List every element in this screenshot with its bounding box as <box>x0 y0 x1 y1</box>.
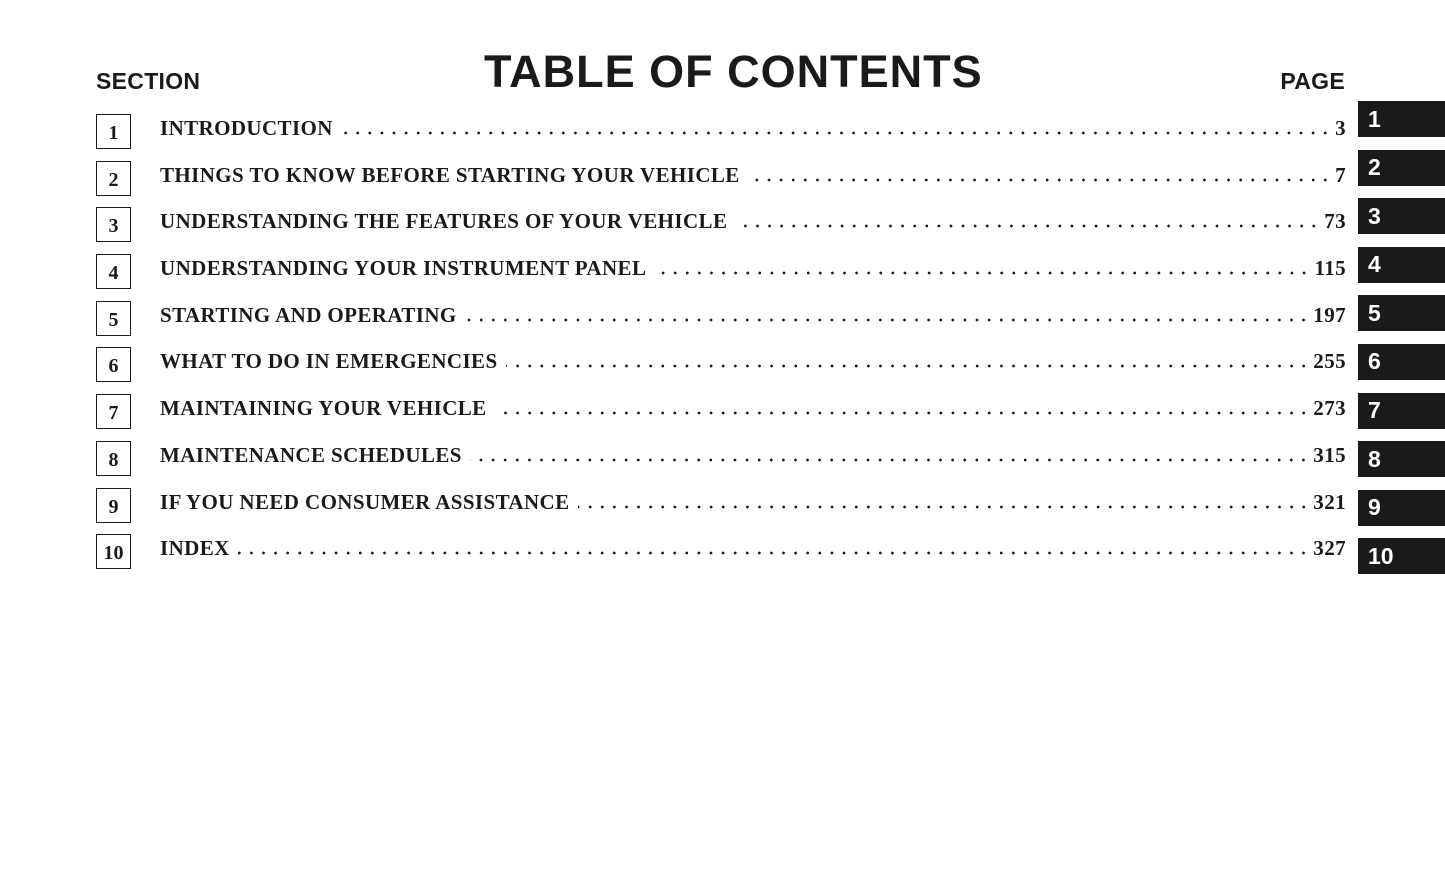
toc-entry-title[interactable]: THINGS TO KNOW BEFORE STARTING YOUR VEHICLE <box>160 162 740 187</box>
toc-entry-text[interactable] <box>160 209 1346 234</box>
section-number-box: 8 <box>96 441 131 476</box>
toc-entry-title[interactable]: UNDERSTANDING YOUR INSTRUMENT PANEL <box>160 256 647 281</box>
toc-entry-starting-operating[interactable] <box>96 300 1346 347</box>
section-thumb-tabs <box>1358 101 1445 587</box>
toc-entry-title[interactable]: INDEX <box>160 536 230 561</box>
toc-entry-title[interactable]: INTRODUCTION <box>160 116 333 140</box>
toc-entry-title[interactable]: MAINTAINING YOUR VEHICLE <box>160 396 487 421</box>
toc-entry-text[interactable] <box>160 443 1346 468</box>
section-number-box: 7 <box>96 394 131 429</box>
toc-entry-page[interactable]: 3 <box>1335 116 1346 140</box>
toc-entry-instrument-panel[interactable] <box>96 253 1346 300</box>
dot-leader <box>495 411 1310 415</box>
section-tab-3[interactable]: 3 <box>1358 198 1445 234</box>
toc-entry-text[interactable] <box>160 349 1346 374</box>
section-tab-9[interactable]: 9 <box>1358 490 1445 526</box>
section-tab-2[interactable]: 2 <box>1358 150 1445 186</box>
section-tab-7[interactable]: 7 <box>1358 393 1445 429</box>
toc-entry-things-to-know[interactable] <box>96 160 1346 207</box>
section-number-box: 2 <box>96 161 131 196</box>
table-of-contents <box>96 113 1346 580</box>
section-tab-5[interactable]: 5 <box>1358 295 1445 331</box>
section-number-box: 4 <box>96 254 131 289</box>
section-tab-10[interactable]: 10 <box>1358 538 1445 574</box>
section-number-box: 9 <box>96 488 131 523</box>
toc-entry-text[interactable] <box>160 163 1346 188</box>
section-column-label: SECTION <box>96 68 201 94</box>
dot-leader <box>748 178 1331 182</box>
dot-leader <box>470 458 1309 462</box>
dot-leader <box>238 551 1310 555</box>
toc-entry-text[interactable] <box>160 396 1346 421</box>
dot-leader <box>465 318 1310 322</box>
page-column-label: PAGE <box>1280 68 1345 94</box>
dot-leader <box>341 131 1331 135</box>
dot-leader <box>578 505 1310 509</box>
dot-leader <box>735 224 1320 228</box>
section-tab-4[interactable]: 4 <box>1358 247 1445 283</box>
toc-entry-title[interactable]: WHAT TO DO IN EMERGENCIES <box>160 349 498 374</box>
toc-entry-page[interactable]: 315 <box>1313 442 1346 467</box>
section-tab-1[interactable]: 1 <box>1358 101 1445 137</box>
section-number-box: 6 <box>96 347 131 382</box>
toc-entry-page[interactable]: 197 <box>1313 302 1346 327</box>
toc-entry-title[interactable]: IF YOU NEED CONSUMER ASSISTANCE <box>160 489 570 514</box>
toc-entry-title[interactable]: UNDERSTANDING THE FEATURES OF YOUR VEHICLE <box>160 209 728 234</box>
dot-leader <box>506 364 1310 368</box>
toc-entry-maintaining[interactable] <box>96 393 1346 440</box>
dot-leader <box>654 271 1310 275</box>
toc-entry-page[interactable]: 321 <box>1313 489 1346 514</box>
section-tab-6[interactable]: 6 <box>1358 344 1445 380</box>
toc-entry-text[interactable] <box>160 303 1346 328</box>
toc-entry-consumer-assistance[interactable] <box>96 487 1346 534</box>
toc-entry-page[interactable]: 327 <box>1313 536 1346 561</box>
toc-entry-maintenance-schedules[interactable] <box>96 440 1346 487</box>
toc-entry-features[interactable] <box>96 206 1346 253</box>
toc-entry-text[interactable] <box>160 490 1346 515</box>
toc-entry-text[interactable] <box>160 116 1346 141</box>
section-number-box: 10 <box>96 534 131 569</box>
section-number-box: 3 <box>96 207 131 242</box>
section-number-box: 1 <box>96 114 131 149</box>
toc-entry-page[interactable]: 273 <box>1313 396 1346 421</box>
page-title: TABLE OF CONTENTS <box>484 46 983 97</box>
toc-entry-emergencies[interactable] <box>96 346 1346 393</box>
toc-entry-page[interactable]: 115 <box>1314 256 1346 281</box>
toc-entry-text[interactable] <box>160 536 1346 561</box>
toc-entry-index[interactable] <box>96 533 1346 580</box>
toc-entry-text[interactable] <box>160 256 1346 281</box>
toc-entry-title[interactable]: MAINTENANCE SCHEDULES <box>160 442 462 467</box>
toc-entry-introduction[interactable] <box>96 113 1346 160</box>
section-number-box: 5 <box>96 301 131 336</box>
toc-entry-page[interactable]: 7 <box>1335 162 1346 187</box>
toc-entry-page[interactable]: 73 <box>1324 209 1346 234</box>
toc-entry-title[interactable]: STARTING AND OPERATING <box>160 302 457 327</box>
toc-entry-page[interactable]: 255 <box>1313 349 1346 374</box>
section-tab-8[interactable]: 8 <box>1358 441 1445 477</box>
